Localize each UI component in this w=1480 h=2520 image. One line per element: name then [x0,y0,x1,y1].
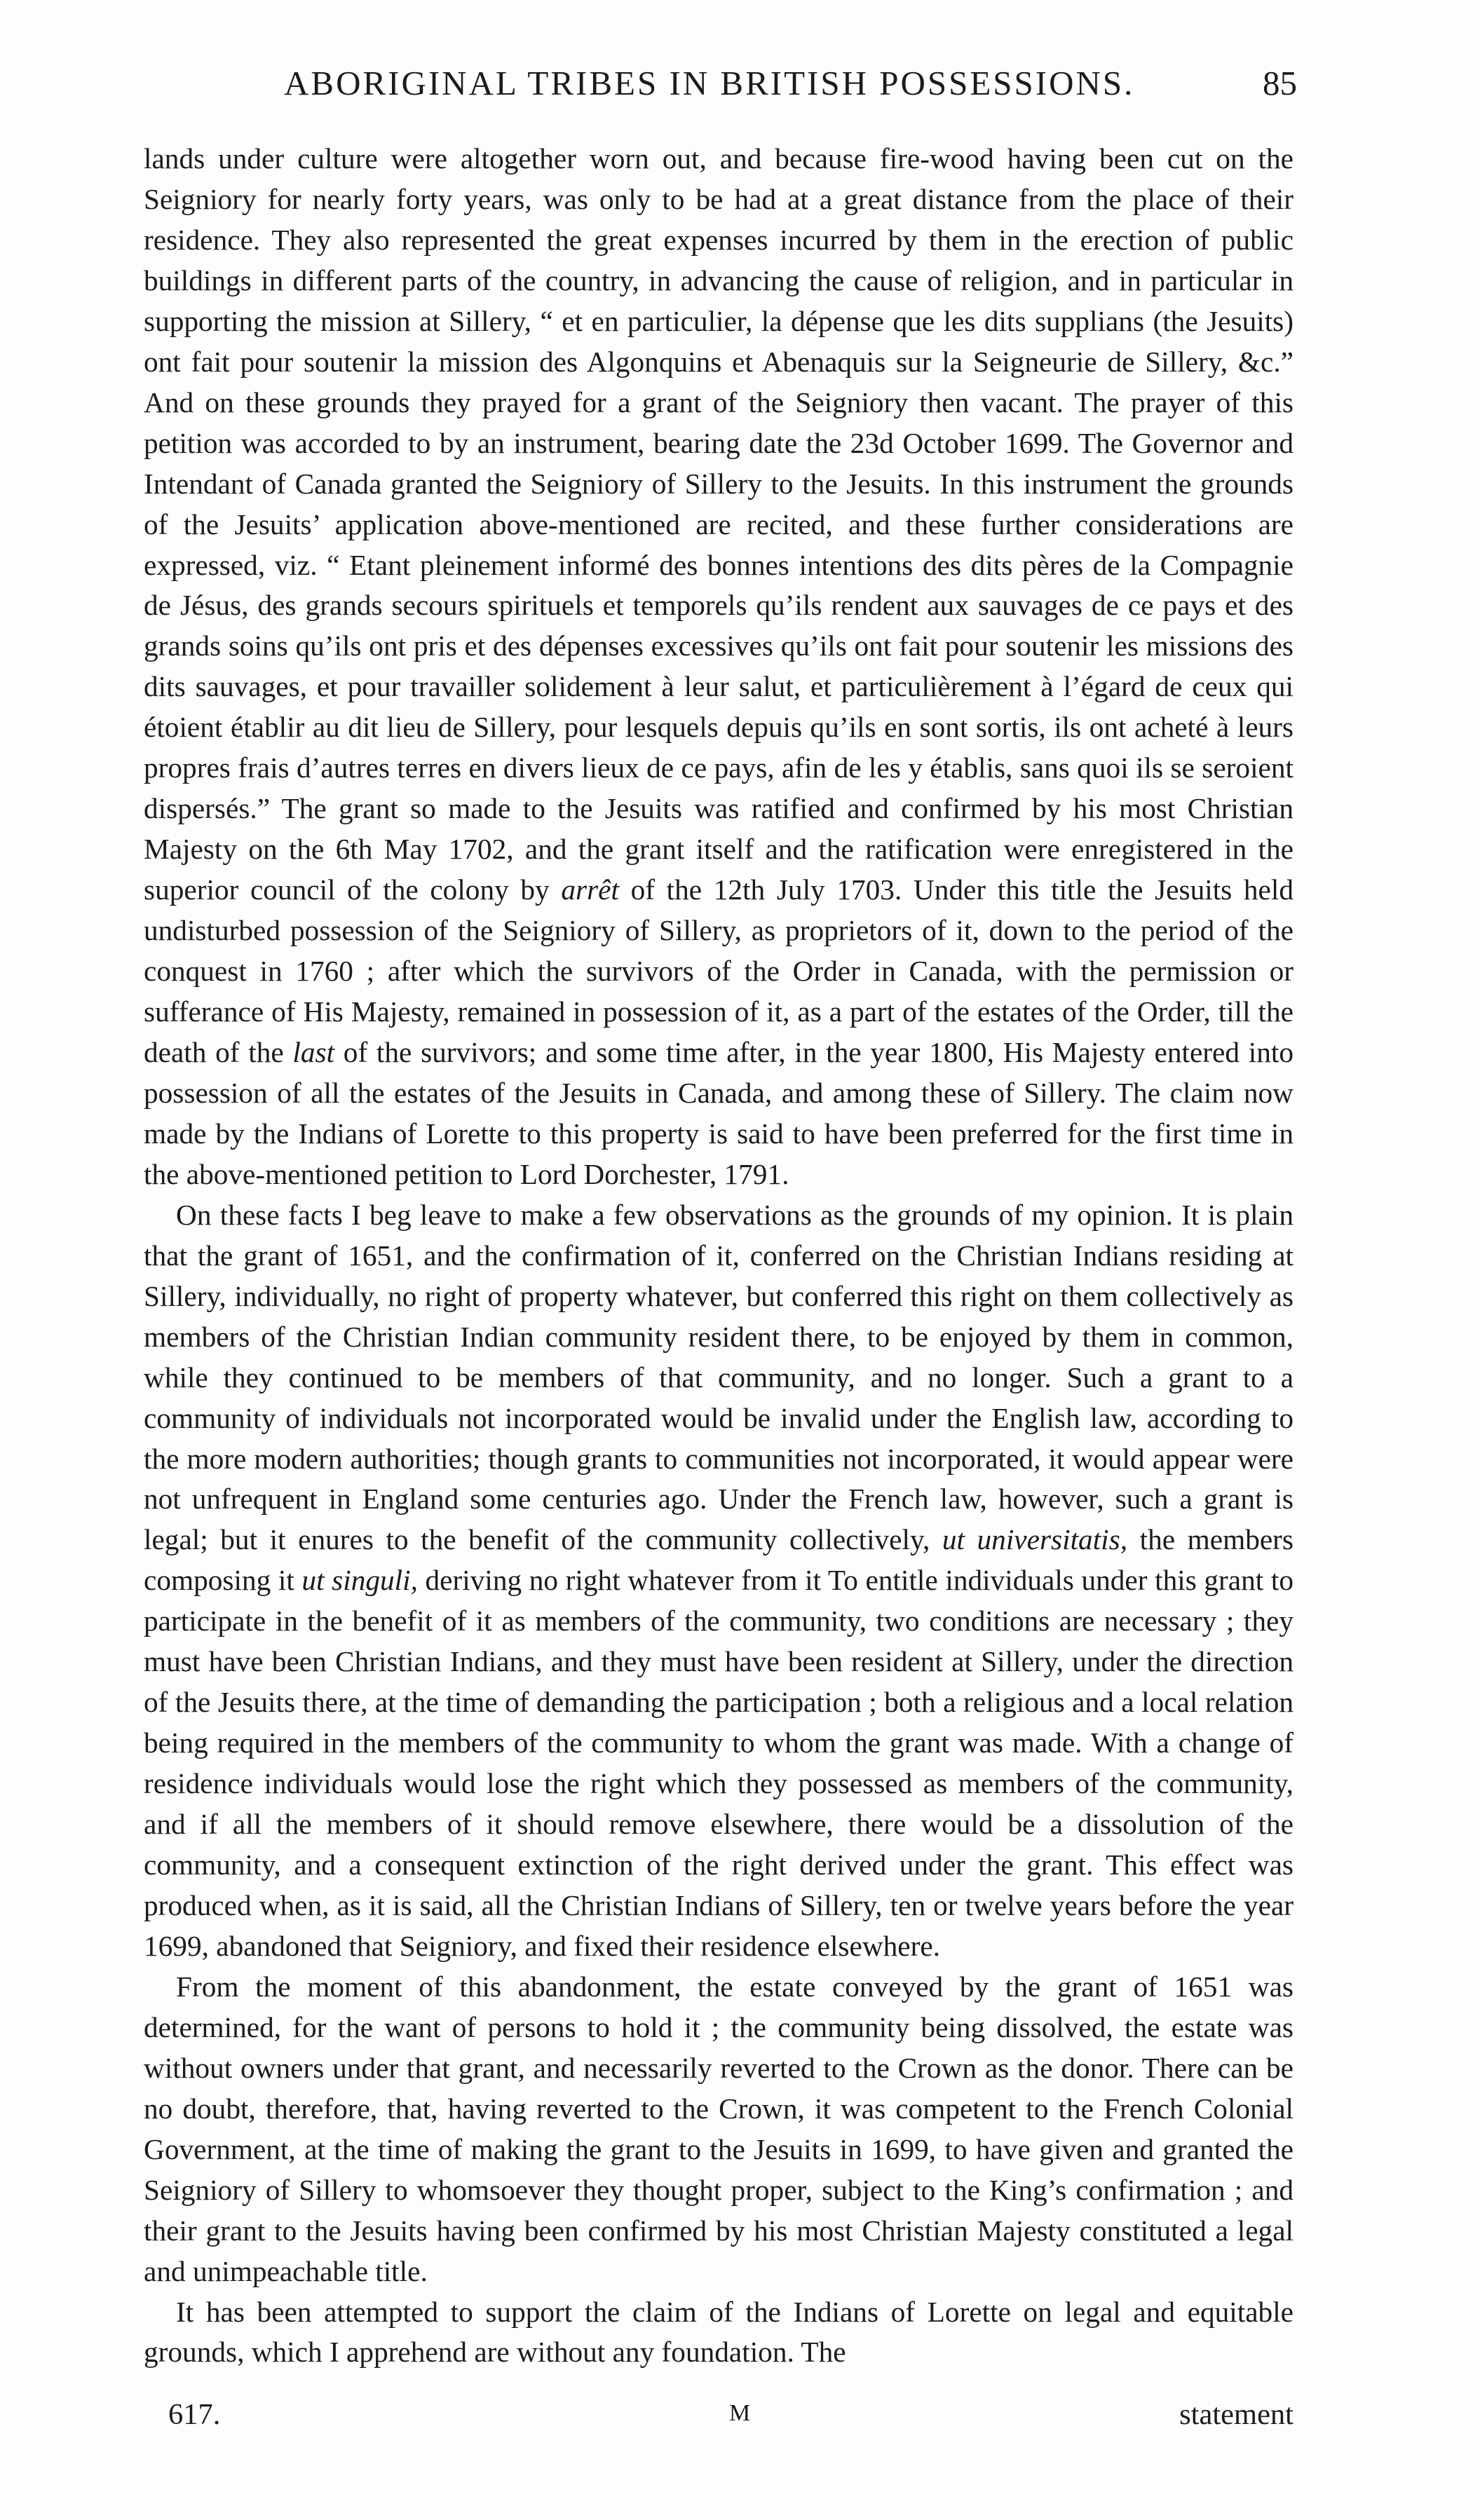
page-footer [168,2397,1294,2446]
italic-text: arrêt [561,873,619,906]
text-run: From the moment of this abandonment, the estate conveyed by the grant of 1651 was determined, for the want of persons to hold it ; the community being dissolved, the estate was without owners under that grant, and necessarily reverted to the Crown as the donor. There can be no doubt, therefore, that, having reverted to the Crown, it was competent to the French Colonial Government, at the time of making the grant to the Jesuits in 1699, to have given and granted the Seigniory of Sillery to whomsoever they thought proper, subject to the King’s confirmation ; and their grant to the Jesuits having been confirmed by his most Christian Majesty constituted a legal and unimpeachable title. [144,1970,1294,2287]
text-run: the members composing it [144,1523,1294,1597]
text-run: of the 12th July 1703. Under this title the Jesuits held undisturbed possession of the Seigniory of Sillery, as proprietors of it, down to the period of the conquest in 1760 ; after which the survivors of the Order in Canada, with the permission or sufferance of His Majesty, remained in possession of it, as a part of the estates of the Order, till the death of the [144,873,1294,1068]
italic-text: ut singuli, [301,1564,418,1597]
header-title: ABORIGINAL TRIBES IN BRITISH POSSESSIONS. [284,64,1135,102]
italic-text: ut universitatis, [942,1523,1128,1556]
catchword: statement [1179,2398,1294,2431]
text-run: lands under culture were altogether worn out, and because fire-wood having been cut on the Seigniory for nearly forty years, was only to be had at a great distance from the place of their residence. They also represented the great expenses incurred by them in the erection of public buildings in different parts of the country, in advancing the cause of religion, and in particular in supporting the mission at Sillery, “ et en particulier, la dépense que les dits supplians (the Jesuits) ont fait pour soutenir la mission des Algonquins et Abenaquis sur la Seigneurie de Sillery, &c.” And on these grounds they prayed for a grant of the Seigniory then vacant. The prayer of this petition was accorded to by an instrument, bearing date the 23d October 1699. The Governor and Intendant of Canada granted the Seigniory of Sillery to the Jesuits. In this instrument the grounds of the Jesuits’ application above-mentioned are recited, and these further considerations are expressed, viz. “ Etant pleinement informé des bonnes intentions des dits pères de la Compagnie de Jésus, des grands secours spirituels et temporels qu’ils rendent aux sauvages de ce pays et des grands soins qu’ils ont pris et des dépenses excessives qu’ils ont fait pour soutenir les missions des dits sauvages, et pour travailler solidement à leur salut, et particulièrement à l’égard de ceux qui étoient établir au dit lieu de Sillery, pour lesquels depuis qu’ils en sont sortis, ils ont acheté à leurs propres frais d’autres terres en divers lieux de ce pays, afin de les y établis, sans quoi ils se seroient dispersés.” The grant so made to the Jesuits was ratified and confirmed by his most Christian Majesty on the 6th May 1702, and the grant itself and the ratification were enregistered in the superior council of the colony by [144,142,1294,906]
text-run: of the survivors; and some time after, in the year 1800, His Majesty entered into possession of all the estates of the Jesuits in Canada, and among these of Sillery. The claim now made by the Indians of Lorette to this property is said to have been preferred for the first time in the above-mentioned petition to Lord Dorchester, 1791. [144,1035,1294,1190]
text-run: deriving no right whatever from it To entitle individuals under this grant to participate in the benefit of it as members of the community, two conditions are necessary ; they must have been Christian Indians, and they must have been resident at Sillery, under the direction of the Jesuits there, at the time of demanding the participation ; both a religious and a local relation being required in the members of the community to whom the grant was made. With a change of residence individuals would lose the right which they possessed as members of the community, and if all the members of it should remove elsewhere, there would be a dissolution of the community, and a consequent extinction of the right derived under the grant. This effect was produced when, as it is said, all the Christian Indians of Sillery, ten or twelve years before the year 1699, abandoned that Seigniory, and fixed their residence elsewhere. [144,1564,1294,1962]
text-run: On these facts I beg leave to make a few observations as the grounds of my opinion. It is plain that the grant of 1651, and the confirmation of it, conferred on the Christian Indians residing at Sillery, individually, no right of property whatever, but conferred this right on them collectively as members of the Christian Indian community resident there, to be enjoyed by them in common, while they continued to be members of that community, and no longer. Such a grant to a community of individuals not incorporated would be invalid under the English law, according to the more modern authorities; though grants to communities not incorporated, it would appear were not unfrequent in England some centuries ago. Under the French law, however, such a grant is legal; but it enures to the benefit of the community collectively, [144,1198,1294,1556]
paragraph [144,1195,1294,1967]
running-header [140,63,1297,119]
signature-number: 617. [168,2398,221,2431]
paragraph [144,139,1294,1195]
paragraph [144,1967,1294,2292]
text-run: It has been attempted to support the claim of the Indians of Lorette on legal and equitable grounds, which I apprehend are without any foundation. The [144,2295,1294,2369]
gathering-mark: M [729,2400,751,2426]
italic-text: last [292,1035,335,1068]
paragraph [144,2292,1294,2373]
page-number: 85 [1263,64,1297,102]
body-text [144,139,1294,2373]
